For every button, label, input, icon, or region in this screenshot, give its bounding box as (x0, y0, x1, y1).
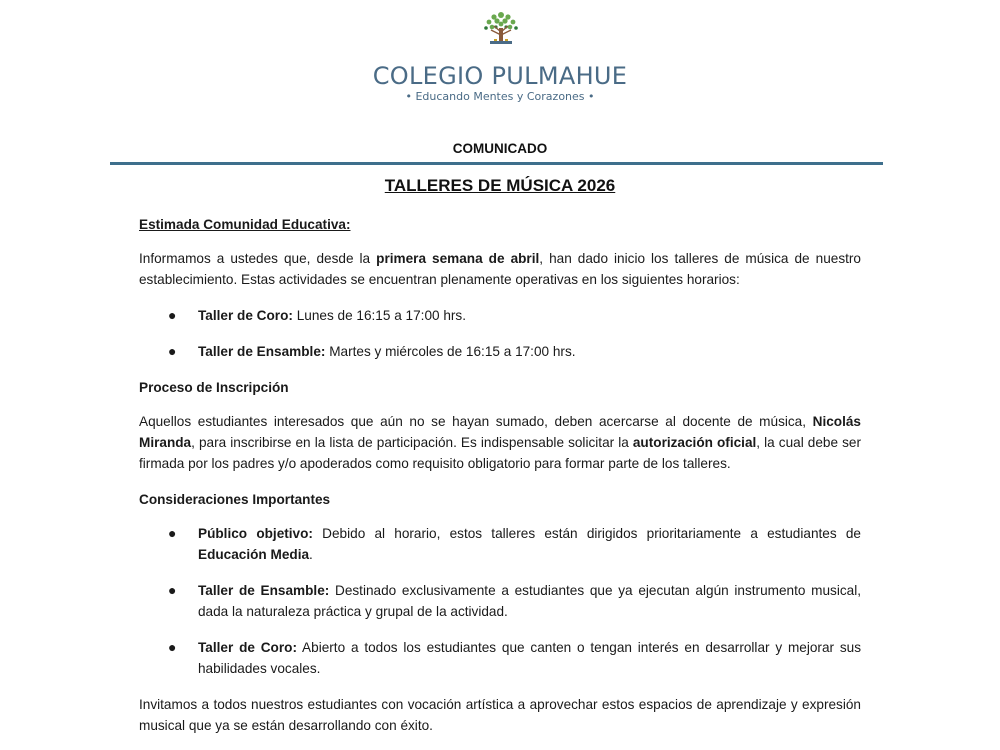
item-label: Público objetivo: (198, 526, 313, 541)
authorization-highlight: autorización oficial (632, 435, 757, 450)
list-item (139, 580, 861, 622)
school-name: COLEGIO PULMAHUE (372, 62, 628, 90)
list-item (139, 341, 861, 362)
bullet-icon: ● (168, 639, 177, 655)
item-text-end: . (309, 547, 313, 562)
item-label: Taller de Ensamble: (198, 583, 330, 598)
letterhead (0, 0, 1000, 130)
document-type: COMUNICADO (452, 141, 548, 156)
bullet-icon: ● (168, 582, 177, 598)
greeting: Estimada Comunidad Educativa: (139, 217, 351, 232)
list-item (139, 637, 861, 679)
intro-text: Informamos a ustedes que, desde la (139, 251, 377, 266)
inscription-text: Aquellos estudiantes interesados que aún no se hayan sumado, deben acercarse al docente de música, (139, 414, 813, 429)
item-highlight: Educación Media (198, 547, 310, 562)
header-divider (110, 162, 883, 165)
inscription-text-end: , la cual debe ser firmada por los padres y/o apoderados como requisito obligatorio para formar parte de los talleres. (139, 435, 861, 471)
item-text: Destinado exclusivamente a estudiantes que ya ejecutan algún instrumento musical, dada la naturaleza práctica y grupal de la actividad. (198, 583, 861, 619)
intro-text-end: , han dado inicio los talleres de música de nuestro establecimiento. Estas actividades se encuentran plenamente operativas en los siguientes horarios: (139, 251, 861, 287)
item-text: Lunes de 16:15 a 17:00 hrs. (292, 308, 466, 323)
item-text: Abierto a todos los estudiantes que canten o tengan interés en desarrollar y mejorar sus habilidades vocales. (198, 640, 862, 676)
item-text: Debido al horario, estos talleres están dirigidos prioritariamente a estudiantes de (312, 526, 861, 541)
document-body (139, 214, 861, 736)
schedule-list (139, 305, 861, 362)
item-label: Taller de Coro: (198, 308, 293, 323)
inscription-text-mid: , para inscribirse en la lista de participación. Es indispensable solicitar la (191, 435, 633, 450)
document-title: TALLERES DE MÚSICA 2026 (384, 176, 616, 195)
intro-highlight: primera semana de abril (376, 251, 540, 266)
section-heading: Consideraciones Importantes (139, 492, 331, 507)
teacher-name: Nicolás Miranda (139, 414, 861, 450)
inscription-paragraph (139, 411, 861, 474)
item-label: Taller de Coro: (198, 640, 297, 655)
section-heading: Proceso de Inscripción (139, 380, 289, 395)
bullet-icon: ● (168, 525, 177, 541)
considerations-list (139, 523, 861, 679)
intro-paragraph (139, 248, 861, 290)
school-motto: • Educando Mentes y Corazones • (405, 90, 595, 103)
list-item (139, 523, 861, 565)
item-text: Martes y miércoles de 16:15 a 17:00 hrs. (325, 344, 576, 359)
bullet-icon: ● (168, 343, 177, 359)
list-item (139, 305, 861, 326)
bullet-icon: ● (168, 307, 177, 323)
tree-logo-icon (482, 10, 520, 46)
item-label: Taller de Ensamble: (198, 344, 326, 359)
closing-paragraph: Invitamos a todos nuestros estudiantes con vocación artística a aprovechar estos espacios de aprendizaje y expresión musical que ya se están desarrollando con éxito. (139, 697, 861, 733)
